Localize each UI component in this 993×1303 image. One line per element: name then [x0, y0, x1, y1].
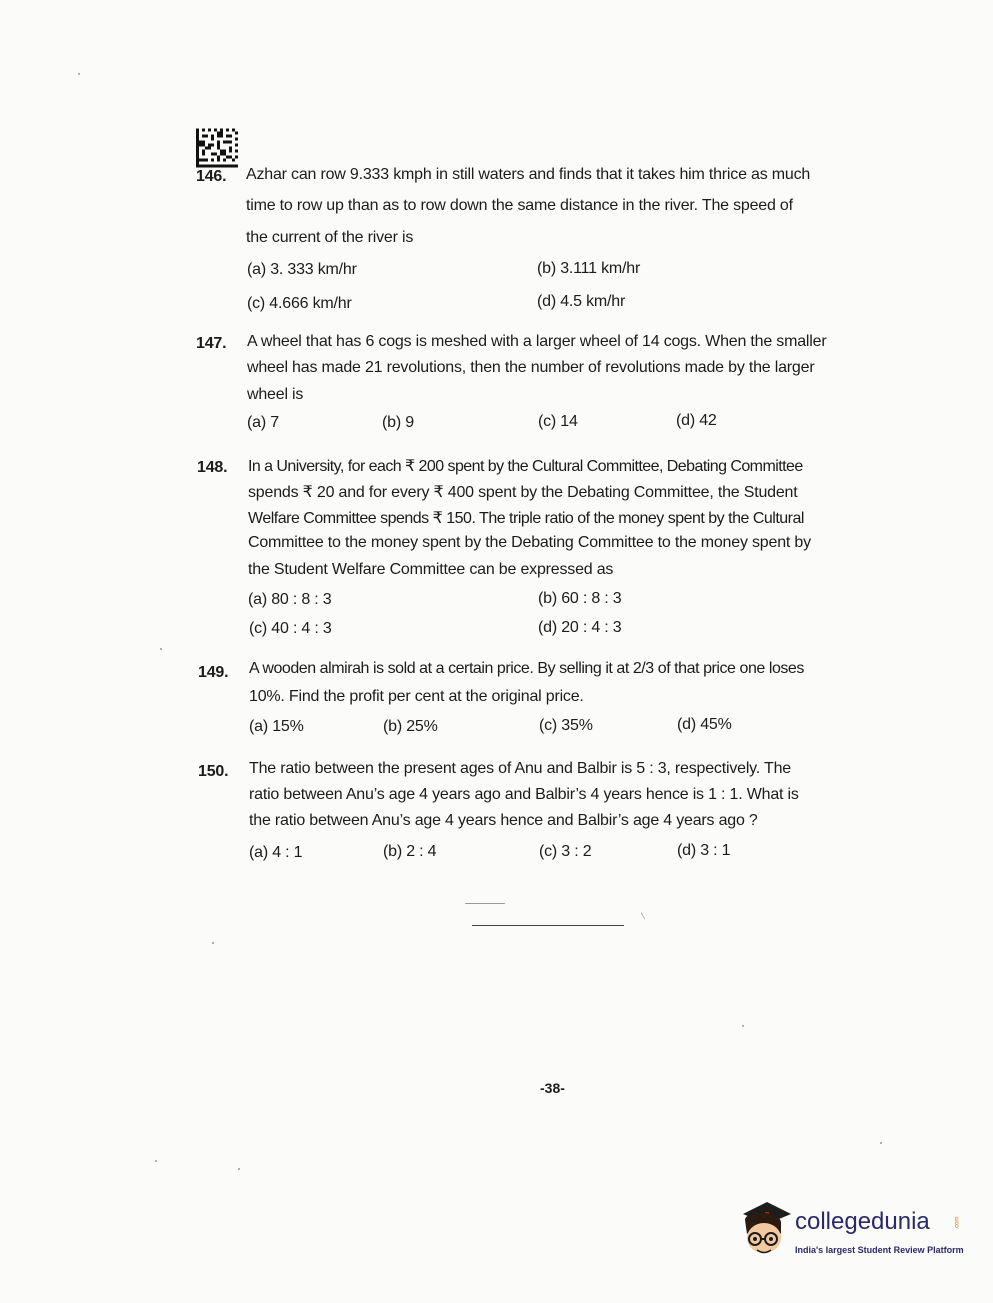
scan-speck	[155, 1160, 157, 1162]
question-number-149: 149.	[198, 664, 229, 681]
question-147-line-1: A wheel that has 6 cogs is meshed with a larger wheel of 14 cogs. When the smaller	[247, 333, 827, 350]
question-146-line-3: the current of the river is	[246, 229, 414, 246]
question-146-line-1: Azhar can row 9.333 kmph in still waters and finds that it takes him thrice as much	[246, 166, 811, 183]
qr-code-icon	[196, 128, 238, 168]
question-147-option-c: (c) 14	[538, 413, 578, 430]
question-146-line-2: time to row up than as to row down the same distance in the river. The speed of	[246, 197, 793, 214]
question-149-option-c: (c) 35%	[539, 717, 593, 734]
question-147-option-d: (d) 42	[676, 412, 717, 429]
question-150-option-b: (b) 2 : 4	[383, 843, 437, 860]
question-150-option-c: (c) 3 : 2	[539, 843, 592, 860]
page-number: -38-	[540, 1080, 565, 1096]
scan-speck	[880, 1142, 882, 1144]
question-148-option-a: (a) 80 : 8 : 3	[248, 591, 332, 608]
question-146-option-d: (d) 4.5 km/hr	[537, 293, 626, 310]
question-150-line-2: ratio between Anu’s age 4 years ago and Balbir’s 4 years hence is 1 : 1. What is	[249, 786, 799, 803]
logo-tagline: India's largest Student Review Platform	[795, 1245, 964, 1255]
end-of-questions-rule	[472, 925, 624, 926]
question-148-line-4: Committee to the money spent by the Debating Committee to the money spent by	[248, 534, 811, 551]
question-149-line-2: 10%. Find the profit per cent at the original price.	[249, 688, 584, 705]
question-147-line-3: wheel is	[247, 386, 304, 403]
scan-speck	[238, 1168, 240, 1170]
question-148-line-1: In a University, for each ₹ 200 spent by the Cultural Committee, Debating Committee	[248, 458, 803, 475]
collegedunia-logo	[737, 1198, 967, 1262]
question-147-option-b: (b) 9	[382, 414, 414, 431]
question-148-option-b: (b) 60 : 8 : 3	[538, 590, 622, 607]
student-mascot-icon	[737, 1198, 793, 1262]
question-146-option-b: (b) 3.111 km/hr	[537, 260, 641, 277]
scan-speck	[212, 942, 214, 944]
question-148-line-3: Welfare Committee spends ₹ 150. The triple ratio of the money spent by the Cultural	[248, 510, 804, 527]
question-149-option-a: (a) 15%	[249, 718, 304, 735]
question-149-option-b: (b) 25%	[383, 718, 438, 735]
question-148-option-d: (d) 20 : 4 : 3	[538, 619, 622, 636]
scan-speck	[160, 648, 162, 650]
logo-suffix: .com	[954, 1216, 961, 1230]
question-149-option-d: (d) 45%	[677, 716, 732, 733]
scan-mark	[465, 903, 505, 904]
question-147-line-2: wheel has made 21 revolutions, then the number of revolutions made by the larger	[247, 359, 815, 376]
question-number-148: 148.	[197, 459, 228, 476]
scan-mark	[641, 908, 653, 919]
question-149-line-1: A wooden almirah is sold at a certain price. By selling it at 2/3 of that price one loses	[249, 660, 804, 677]
question-150-option-a: (a) 4 : 1	[249, 844, 303, 861]
logo-wordmark: collegedunia	[795, 1208, 930, 1235]
question-number-150: 150.	[198, 763, 229, 780]
question-146-option-a: (a) 3. 333 km/hr	[247, 261, 357, 278]
question-150-option-d: (d) 3 : 1	[677, 842, 731, 859]
question-148-option-c: (c) 40 : 4 : 3	[249, 620, 332, 637]
question-147-option-a: (a) 7	[247, 414, 279, 431]
question-148-line-5: the Student Welfare Committee can be expressed as	[248, 561, 614, 578]
question-150-line-3: the ratio between Anu’s age 4 years hence and Balbir’s age 4 years ago ?	[249, 812, 758, 829]
question-number-146: 146.	[196, 168, 227, 185]
scan-speck	[742, 1025, 744, 1027]
scan-speck	[78, 73, 80, 75]
question-148-line-2: spends ₹ 20 and for every ₹ 400 spent by the Debating Committee, the Student	[248, 484, 798, 501]
question-number-147: 147.	[196, 335, 227, 352]
question-146-option-c: (c) 4.666 km/hr	[247, 295, 352, 312]
question-150-line-1: The ratio between the present ages of Anu and Balbir is 5 : 3, respectively. The	[249, 760, 791, 777]
